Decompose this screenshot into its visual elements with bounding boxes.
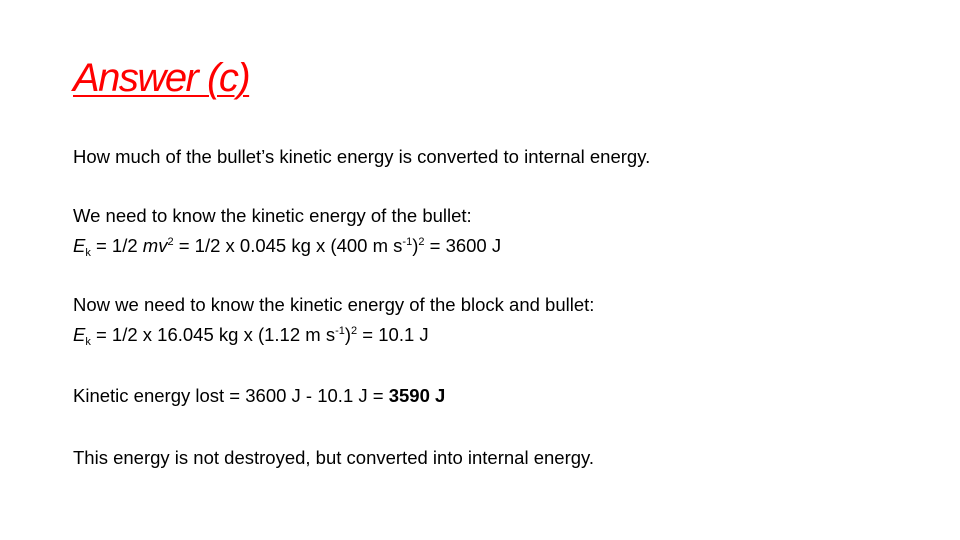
ke-lost-block: [73, 381, 933, 411]
eq-superscript: 2: [167, 236, 174, 248]
bullet-ke-intro: We need to know the kinetic energy of the bullet:: [73, 205, 472, 226]
eq-part: = 1/2 x 0.045 kg x (400 m s: [173, 235, 403, 256]
mv-symbol: mv: [142, 235, 168, 256]
eq-superscript: -1: [335, 325, 345, 337]
ek-subscript: k: [85, 247, 91, 259]
eq-part: = 1/2 x 16.045 kg x (1.12 m s: [90, 324, 336, 345]
ek-subscript: k: [85, 336, 91, 348]
eq-superscript: -1: [402, 236, 413, 248]
eq-part: ): [344, 324, 352, 345]
eq-part: = 1/2: [90, 235, 143, 256]
ek-symbol: E: [73, 324, 86, 345]
ek-symbol: E: [73, 235, 86, 256]
eq-superscript: 2: [351, 325, 358, 337]
bullet-ke-block: [73, 201, 933, 261]
ke-lost-result: 3590 J: [388, 385, 446, 406]
ke-lost-line: [73, 381, 933, 411]
block-ke-block: [73, 290, 933, 350]
block-ke-intro: Now we need to know the kinetic energy of the block and bullet:: [73, 294, 595, 315]
eq-superscript: 2: [418, 236, 425, 248]
question-text: [73, 142, 933, 172]
question-line: How much of the bullet’s kinetic energy is converted to internal energy.: [73, 146, 651, 167]
bullet-ke-equation: [73, 231, 933, 261]
ke-lost-text: Kinetic energy lost = 3600 J - 10.1 J =: [73, 385, 389, 406]
eq-part: = 3600 J: [424, 235, 502, 256]
conclusion-block: [73, 443, 933, 473]
block-ke-equation: [73, 320, 933, 350]
conclusion-line: This energy is not destroyed, but converted into internal energy.: [73, 447, 595, 468]
eq-part: ): [412, 235, 419, 256]
slide-title: Answer (c): [73, 56, 250, 100]
eq-part: = 10.1 J: [357, 324, 429, 345]
